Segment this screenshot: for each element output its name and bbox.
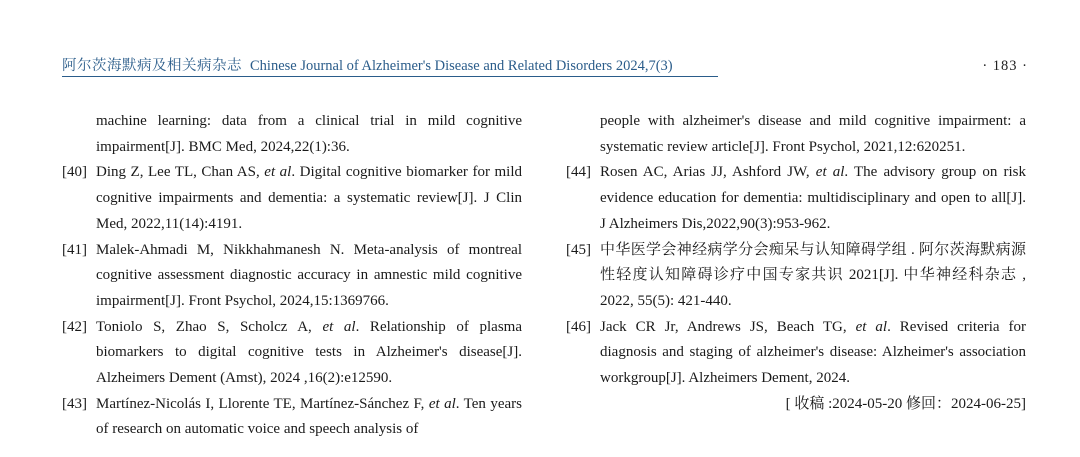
right-column (566, 109, 1026, 417)
reference-authors: Ding Z, Lee TL, Chan AS, (96, 164, 265, 181)
header-rule (62, 76, 718, 77)
received-revised-dates: [ 收稿 :2024-05-20 修回：2024-06-25] (785, 395, 1026, 412)
reference-number: [46] (566, 318, 591, 335)
reference-number: [43] (62, 395, 87, 412)
reference-45 (566, 238, 1026, 315)
reference-etal: et al (855, 318, 888, 335)
reference-text: . Revised criteria for diagnosis and staging of alzheimer's disease: Alzheimer's association workgroup[J]. Alzheimers Dement, 2024. (600, 318, 1027, 387)
reference-continuation: people with alzheimer's disease and mild cognitive impairment: a systematic review article[J]. Front Psychol, 2021,12:620251. (600, 113, 1026, 155)
reference-authors: 中华医学会神经病学分会痴呆与认知障碍学组 . 阿尔茨海默病源性轻度认知障碍诊疗中国专家共识 2021[J]. 中华神经科杂志 , 2022, 55(5): 421-440. (600, 241, 1026, 309)
reference-etal: et al (264, 164, 292, 181)
reference-number: [44] (566, 164, 591, 181)
reference-text: . Ten years of research on automatic voice and speech analysis of (96, 395, 522, 438)
reference-etal: et al (322, 318, 356, 335)
reference-authors: Rosen AC, Arias JJ, Ashford JW, (600, 164, 816, 181)
reference-number: [45] (566, 241, 591, 258)
reference-authors: Martínez-Nicolás I, Llorente TE, Martínez-Sánchez F, (96, 395, 429, 412)
page-number: · 183 · (982, 58, 1028, 74)
reference-text: . Digital cognitive biomarker for mild cognitive impairments and dementia: a systematic review[J]. J Clin Med, 2022,11(14):4191. (96, 164, 522, 232)
reference-44 (566, 160, 1026, 237)
reference-number: [40] (62, 164, 87, 181)
journal-title-cn: 阿尔茨海默病及相关病杂志 (62, 58, 242, 74)
reference-text: . The advisory group on risk evidence education for dementia: multidisciplinary and open to all[J]. J Alzheimers Dis,2022,90(3):953-962. (600, 164, 1026, 232)
reference-40 (62, 160, 522, 237)
left-column (62, 109, 522, 443)
reference-text: . Relationship of plasma biomarkers to digital cognitive tests in Alzheimer's disease[J]. Alzheimers Dement (Amst), 2024 ,16(2):e12590. (96, 318, 522, 387)
reference-etal: et al (428, 395, 456, 412)
reference-41 (62, 238, 522, 315)
reference-46 (566, 315, 1026, 392)
reference-authors: Malek-Ahmadi M, Nikkhahmanesh N. Meta-analysis of montreal cognitive assessment diagnostic accuracy in amnestic mild cognitive impairment[J]. Front Psychol, 2024,15:1369766. (96, 241, 522, 309)
reference-etal: et al (815, 164, 845, 181)
reference-authors: Jack CR Jr, Andrews JS, Beach TG, (600, 318, 856, 335)
journal-title-en: Chinese Journal of Alzheimer's Disease and Related Disorders 2024,7(3) (250, 58, 673, 74)
reference-number: [41] (62, 241, 87, 258)
reference-authors: Toniolo S, Zhao S, Scholcz A, (96, 318, 323, 335)
reference-continuation: machine learning: data from a clinical trial in mild cognitive impairment[J]. BMC Med, 2024,22(1):36. (96, 113, 522, 155)
reference-number: [42] (62, 318, 87, 335)
running-header (62, 54, 673, 76)
reference-42 (62, 315, 522, 392)
reference-43 (62, 392, 522, 443)
